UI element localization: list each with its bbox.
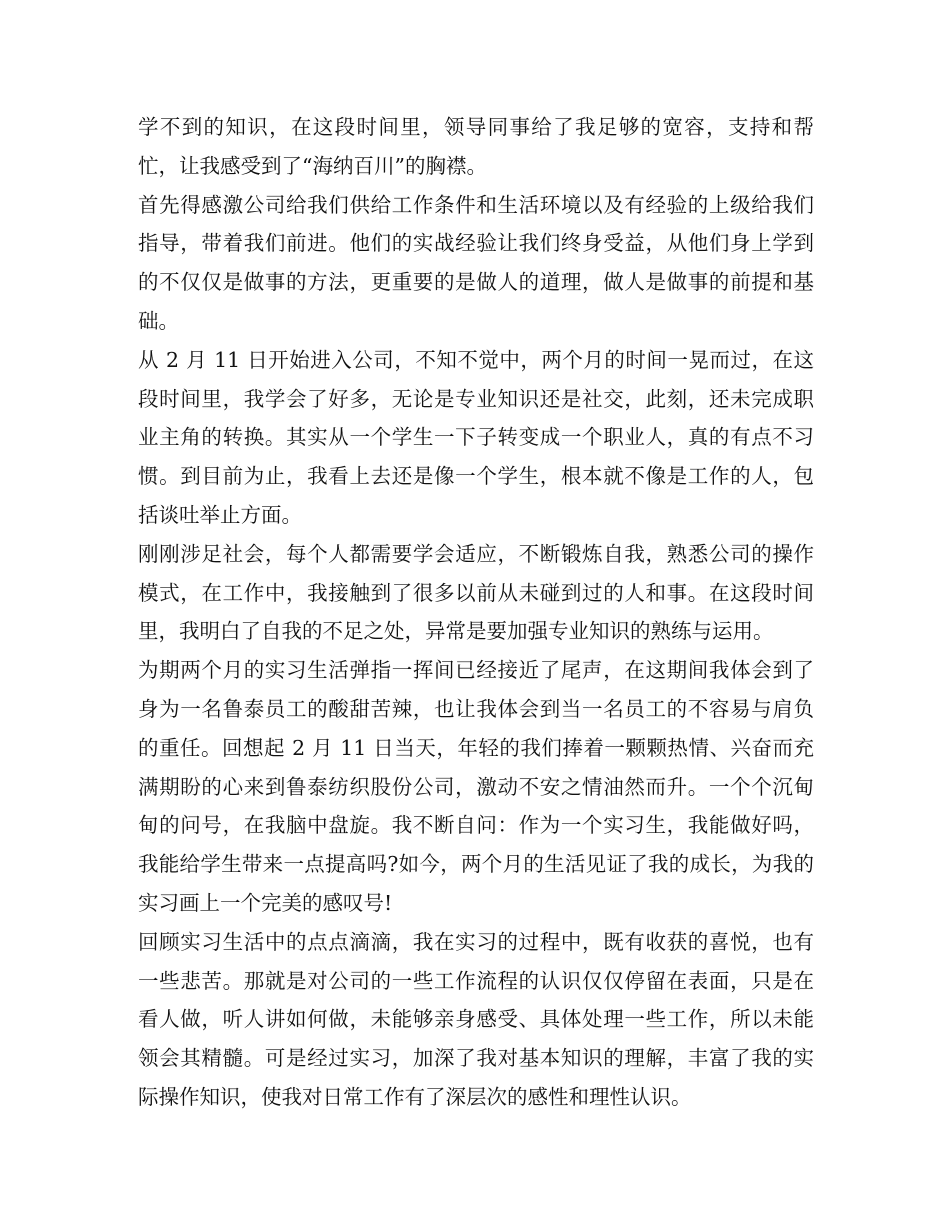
paragraph-5: 为期两个月的实习生活弹指一挥间已经接近了尾声，在这期间我体会到了身为一名鲁泰员工的酸甜苦辣，也让我体会到当一名员工的不容易与肩负的重任。回想起 2 月 11 日当天，年轻的我们捧着一颗颗热情、兴奋而充满期盼的心来到鲁泰纺织股份公司，激动不安之情油然而升。一个个沉甸甸的问号，在我脑中盘旋。我不断自问：作为一个实习生，我能做好吗，我能给学生带来一点提高吗?如今，两个月的生活见证了我的成长，为我的实习画上一个完美的感叹号!: [138, 658, 814, 915]
paragraph-4: 刚刚涉足社会，每个人都需要学会适应，不断锻炼自我，熟悉公司的操作模式，在工作中，我接触到了很多以前从未碰到过的人和事。在这段时间里，我明白了自我的不足之处，异常是要加强专业知识的熟练与运用。: [138, 541, 814, 644]
paragraph-6: 回顾实习生活中的点点滴滴，我在实习的过程中，既有收获的喜悦，也有一些悲苦。那就是对公司的一些工作流程的认识仅仅停留在表面，只是在看人做，听人讲如何做，未能够亲身感受、具体处理一些工作，所以未能领会其精髓。可是经过实习，加深了我对基本知识的理解，丰富了我的实际操作知识，使我对日常工作有了深层次的感性和理性认识。: [138, 929, 814, 1109]
paragraph-1: 学不到的知识，在这段时间里，领导同事给了我足够的宽容，支持和帮忙，让我感受到了“海纳百川”的胸襟。: [138, 115, 814, 178]
document-body: [138, 108, 814, 1117]
paragraph-3: 从 2 月 11 日开始进入公司，不知不觉中，两个月的时间一晃而过，在这段时间里，我学会了好多，无论是专业知识还是社交，此刻，还未完成职业主角的转换。其实从一个学生一下子转变成一个职业人，真的有点不习惯。到目前为止，我看上去还是像一个学生，根本就不像是工作的人，包括谈吐举止方面。: [138, 347, 814, 527]
paragraph-2: 首先得感激公司给我们供给工作条件和生活环境以及有经验的上级给我们指导，带着我们前进。他们的实战经验让我们终身受益，从他们身上学到的不仅仅是做事的方法，更重要的是做人的道理，做人是做事的前提和基础。: [138, 192, 814, 333]
